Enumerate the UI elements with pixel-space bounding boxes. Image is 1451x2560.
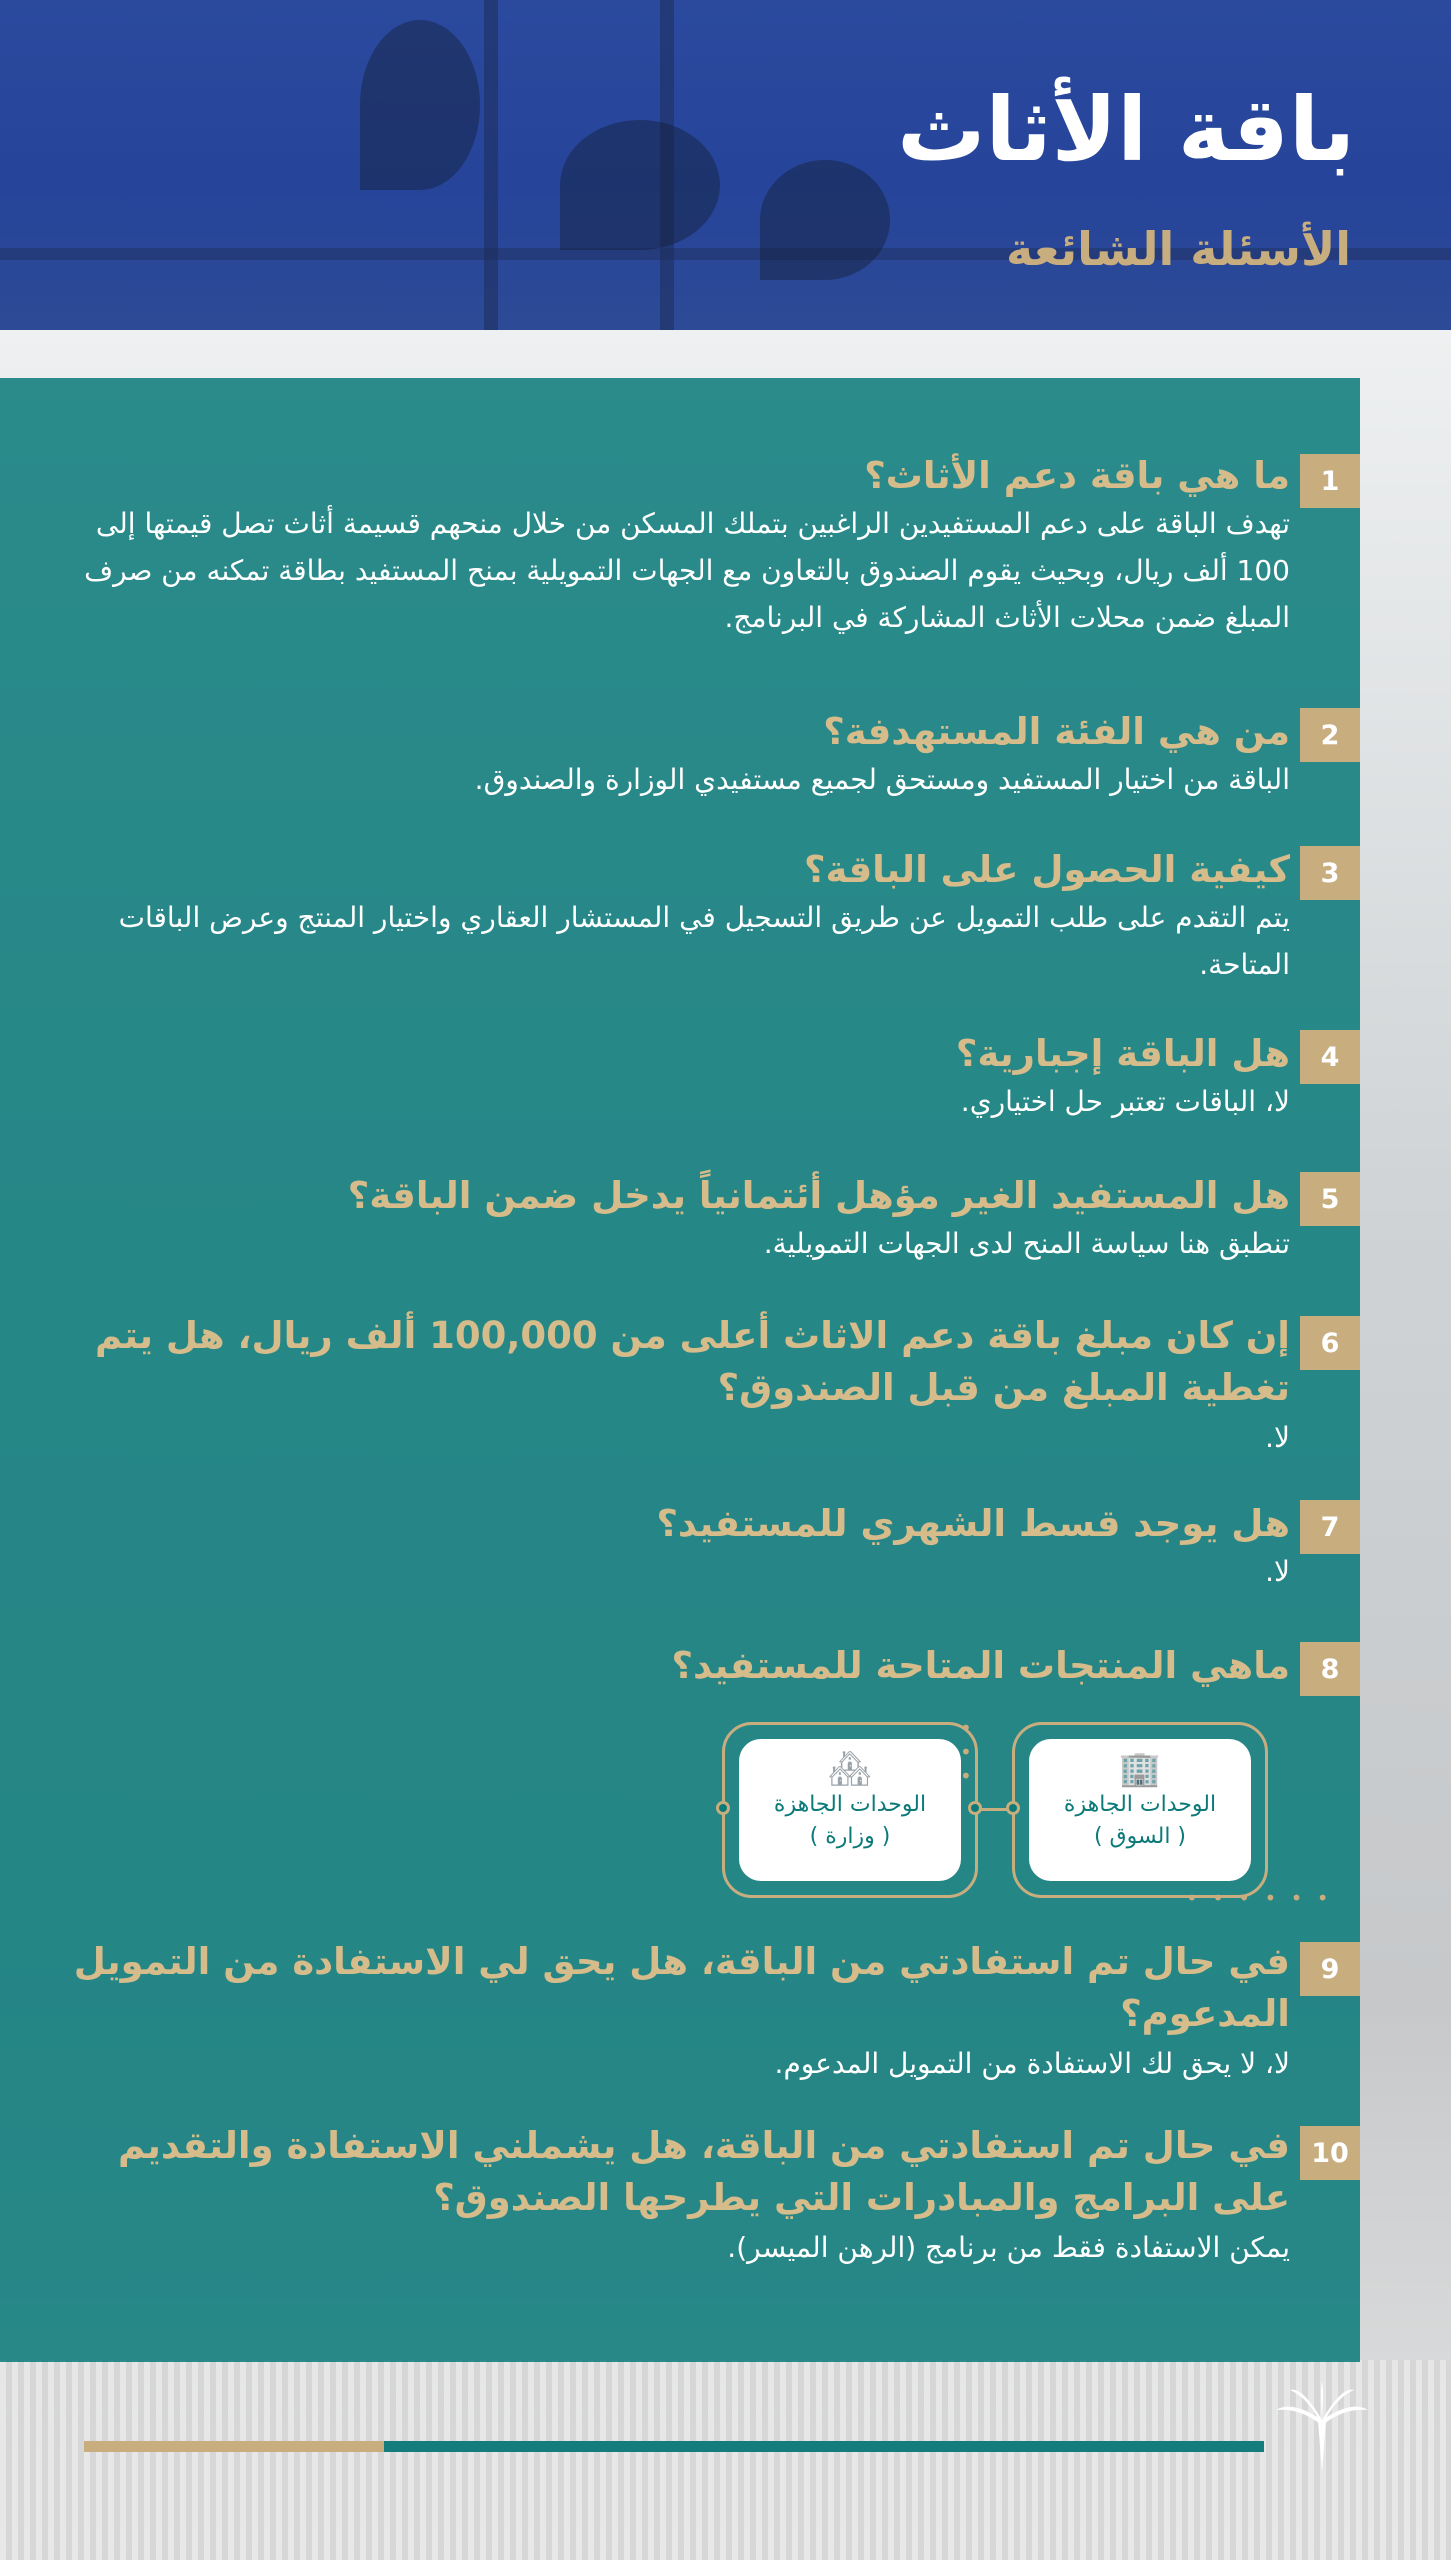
faq-answer: لا، الباقات تعتبر حل اختياري. [960, 1085, 1290, 1118]
faq-answer: لا. [1265, 1421, 1290, 1454]
faq-answer: يمكن الاستفادة فقط من برنامج (الرهن الميسر). [727, 2231, 1290, 2264]
faq-question: في حال تم استفادتي من الباقة، هل يحق لي الاستفادة من التمويل المدعوم؟ [73, 1940, 1290, 2035]
faq-number-badge: 4 [1300, 1030, 1360, 1084]
house-icon: 🏘 [828, 1749, 872, 1789]
product-frame [722, 1722, 978, 1898]
page-subtitle: الأسئلة الشائعة [1006, 222, 1351, 276]
faq-question: هل الباقة إجبارية؟ [955, 1032, 1290, 1075]
plant-leaf-shape [560, 120, 720, 250]
faq-answer: تنطبق هنا سياسة المنح لدى الجهات التمويلية. [763, 1227, 1290, 1260]
connector-dot [716, 1801, 730, 1815]
faq-number-badge: 7 [1300, 1500, 1360, 1554]
faq-question: ماهي المنتجات المتاحة للمستفيد؟ [671, 1644, 1290, 1687]
faq-number-badge: 8 [1300, 1642, 1360, 1696]
product-card-market [1029, 1739, 1251, 1881]
faq-number-badge: 1 [1300, 454, 1360, 508]
faq-question: من هي الفئة المستهدفة؟ [823, 710, 1290, 753]
product-sub-label: ( السوق ) [1093, 1824, 1187, 1849]
faq-question: كيفية الحصول على الباقة؟ [804, 848, 1290, 891]
faq-question: في حال تم استفادتي من الباقة، هل يشملني الاستفادة والتقديم على البرامج والمبادرات التي يطرحها الصندوق؟ [117, 2124, 1290, 2219]
product-frame [1012, 1722, 1268, 1898]
rug-background [0, 2360, 1451, 2560]
faq-question: هل المستفيد الغير مؤهل أئتمانياً يدخل ضمن الباقة؟ [347, 1174, 1290, 1217]
faq-number-badge: 10 [1300, 2126, 1360, 2180]
faq-answer: تهدف الباقة على دعم المستفيدين الراغبين بتملك المسكن من خلال منحهم قسيمة أثاث تصل قيمتها إلى 100 ألف ريال، وبحيث يقوم الصندوق بالتعاون مع الجهات التمويلية بمنح المستفيد بطاقة تمكنه من صرف المبلغ ضمن محلات الأثاث المشاركة في البرنامج. [84, 507, 1290, 634]
product-card-ministry [739, 1739, 961, 1881]
faq-question: هل يوجد قسط الشهري للمستفيد؟ [656, 1502, 1290, 1545]
plant-leaf-shape [360, 20, 480, 190]
product-label: الوحدات الجاهزة [773, 1792, 927, 1817]
faq-number-badge: 6 [1300, 1316, 1360, 1370]
product-sub-label: ( وزارة ) [809, 1824, 891, 1849]
faq-number-badge: 5 [1300, 1172, 1360, 1226]
building-icon: 🏢 [1118, 1749, 1162, 1789]
faq-answer: يتم التقدم على طلب التمويل عن طريق التسجيل في المستشار العقاري واختيار المنتج وعرض الباقات المتاحة. [118, 901, 1290, 981]
faq-answer: لا. [1265, 1555, 1290, 1588]
faq-question: ما هي باقة دعم الأثاث؟ [864, 454, 1290, 497]
connector-dot [968, 1801, 982, 1815]
faq-question: إن كان مبلغ باقة دعم الاثاث أعلى من 100,000 ألف ريال، هل يتم تغطية المبلغ من قبل الصندوق؟ [95, 1314, 1290, 1409]
decorative-dots: • • • [960, 1716, 976, 1788]
plant-leaf-shape [760, 160, 890, 280]
faq-answer: الباقة من اختيار المستفيد ومستحق لجميع مستفيدي الوزارة والصندوق. [474, 763, 1290, 796]
footer-bar-gold [84, 2441, 384, 2452]
footer-bar-teal [384, 2441, 1264, 2452]
product-label: الوحدات الجاهزة [1063, 1792, 1217, 1817]
faq-panel [0, 378, 1360, 2362]
window-frame [484, 0, 498, 330]
decorative-dots: • • • • • • [1186, 1886, 1333, 1910]
faq-number-badge: 3 [1300, 846, 1360, 900]
palm-logo-icon [1272, 2380, 1372, 2480]
faq-number-badge: 2 [1300, 708, 1360, 762]
faq-number-badge: 9 [1300, 1942, 1360, 1996]
connector-dot [1006, 1801, 1020, 1815]
page-title: باقة الأثاث [897, 78, 1355, 181]
faq-answer: لا، لا يحق لك الاستفادة من التمويل المدعوم. [774, 2047, 1290, 2080]
